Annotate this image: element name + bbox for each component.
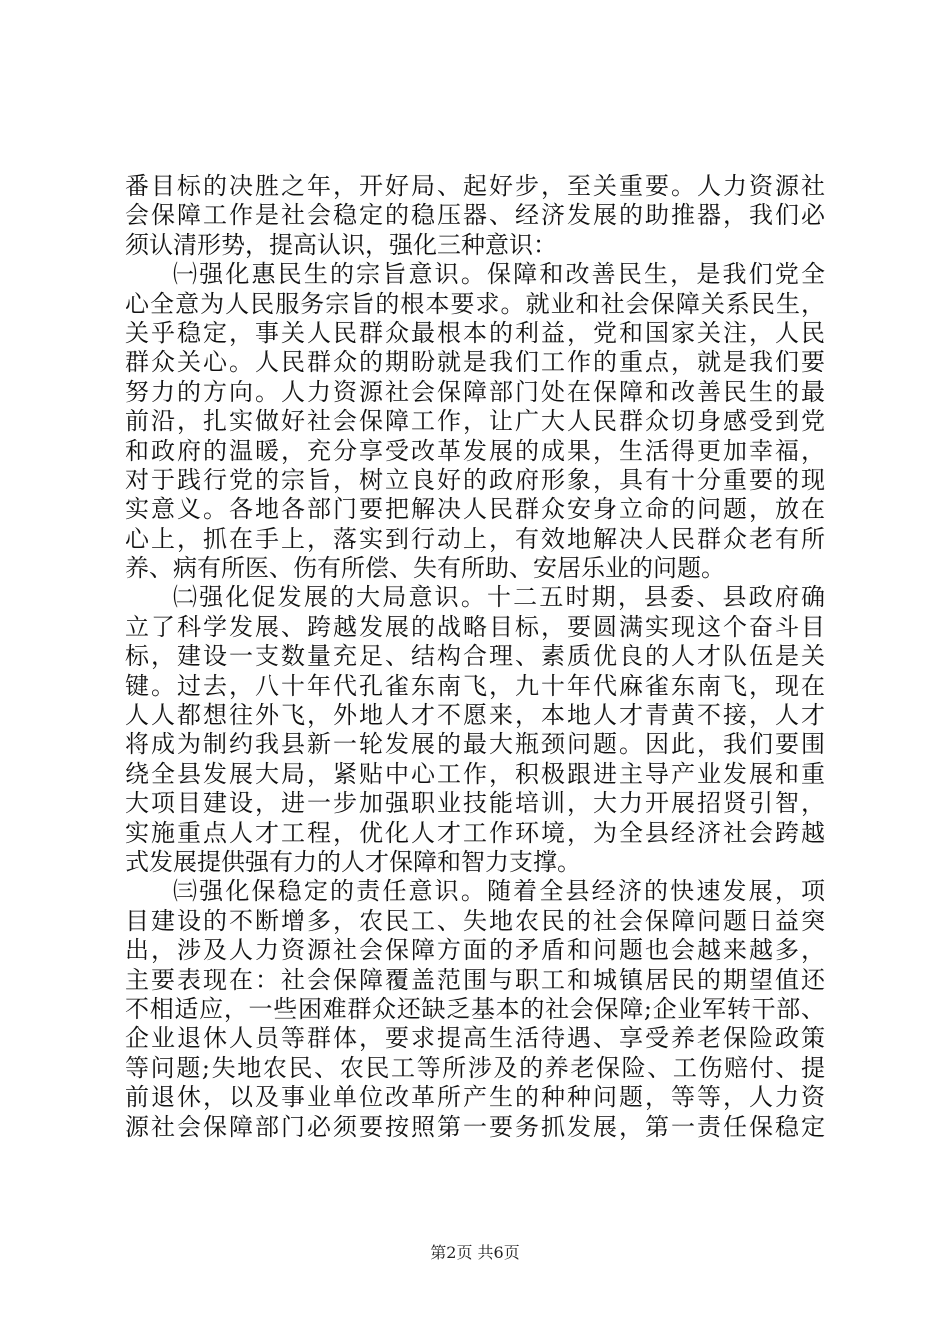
text-line: ㈡强化促发展的大局意识。十二五时期，县委、县政府确: [173, 583, 825, 612]
text-line: 源社会保障部门必须要按照第一要务抓发展，第一责任保稳定: [125, 1112, 825, 1141]
text-line: 不相适应，一些困难群众还缺乏基本的社会保障;企业军转干部、: [125, 994, 825, 1023]
text-line: 实意义。各地各部门要把解决人民群众安身立命的问题，放在: [125, 495, 825, 524]
text-line: 养、病有所医、伤有所偿、失有所助、安居乐业的问题。: [125, 554, 725, 583]
paragraph: [125, 260, 825, 583]
text-line: 前退休，以及事业单位改革所产生的种种问题，等等，人力资: [125, 1083, 825, 1112]
text-line: 绕全县发展大局，紧贴中心工作，积极跟进主导产业发展和重: [125, 759, 825, 788]
text-line: 须认清形势，提高认识，强化三种意识：: [125, 230, 557, 259]
text-line: 实施重点人才工程，优化人才工作环境，为全县经济社会跨越: [125, 818, 825, 847]
text-line: 会保障工作是社会稳定的稳压器、经济发展的助推器，我们必: [125, 201, 825, 230]
text-line: 出，涉及人力资源社会保障方面的矛盾和问题也会越来越多，: [125, 936, 825, 965]
text-line: 目建设的不断增多，农民工、失地农民的社会保障问题日益突: [125, 906, 825, 935]
text-line: 努力的方向。人力资源社会保障部门处在保障和改善民生的最: [125, 377, 825, 406]
text-line: 和政府的温暖，充分享受改革发展的成果，生活得更加幸福，: [125, 436, 825, 465]
text-line: 将成为制约我县新一轮发展的最大瓶颈问题。因此，我们要围: [125, 730, 825, 759]
paragraph: [125, 583, 825, 877]
text-line: 键。过去，八十年代孔雀东南飞，九十年代麻雀东南飞，现在: [125, 671, 825, 700]
text-line: 关乎稳定，事关人民群众最根本的利益，党和国家关注，人民: [125, 318, 825, 347]
text-line: 人人都想往外飞，外地人才不愿来，本地人才青黄不接，人才: [125, 701, 825, 730]
text-line: 番目标的决胜之年，开好局、起好步，至关重要。人力资源社: [125, 172, 825, 200]
paragraph: [125, 877, 825, 1142]
text-line: 主要表现在：社会保障覆盖范围与职工和城镇居民的期望值还: [125, 965, 825, 994]
text-line: 心上，抓在手上，落实到行动上，有效地解决人民群众老有所: [125, 524, 825, 553]
text-line: 对于践行党的宗旨，树立良好的政府形象，具有十分重要的现: [125, 465, 825, 494]
text-line: 等问题;失地农民、农民工等所涉及的养老保险、工伤赔付、提: [125, 1053, 825, 1082]
text-line: 标，建设一支数量充足、结构合理、素质优良的人才队伍是关: [125, 642, 825, 671]
text-line: ㈠强化惠民生的宗旨意识。保障和改善民生，是我们党全: [173, 260, 825, 289]
page-footer: 第2页 共6页: [430, 1243, 520, 1262]
text-line: 立了科学发展、跨越发展的战略目标，要圆满实现这个奋斗目: [125, 612, 825, 641]
body-text: [125, 172, 825, 1142]
text-line: 企业退休人员等群体，要求提高生活待遇、享受养老保险政策: [125, 1024, 825, 1053]
text-line: ㈢强化保稳定的责任意识。随着全县经济的快速发展，项: [173, 877, 825, 906]
text-line: 大项目建设，进一步加强职业技能培训，大力开展招贤引智，: [125, 789, 825, 818]
text-line: 心全意为人民服务宗旨的根本要求。就业和社会保障关系民生，: [125, 289, 825, 318]
text-line: 群众关心。人民群众的期盼就是我们工作的重点，就是我们要: [125, 348, 825, 377]
paragraph: [125, 172, 825, 260]
text-line: 式发展提供强有力的人才保障和智力支撑。: [125, 847, 581, 876]
text-line: 前沿，扎实做好社会保障工作，让广大人民群众切身感受到党: [125, 407, 825, 436]
